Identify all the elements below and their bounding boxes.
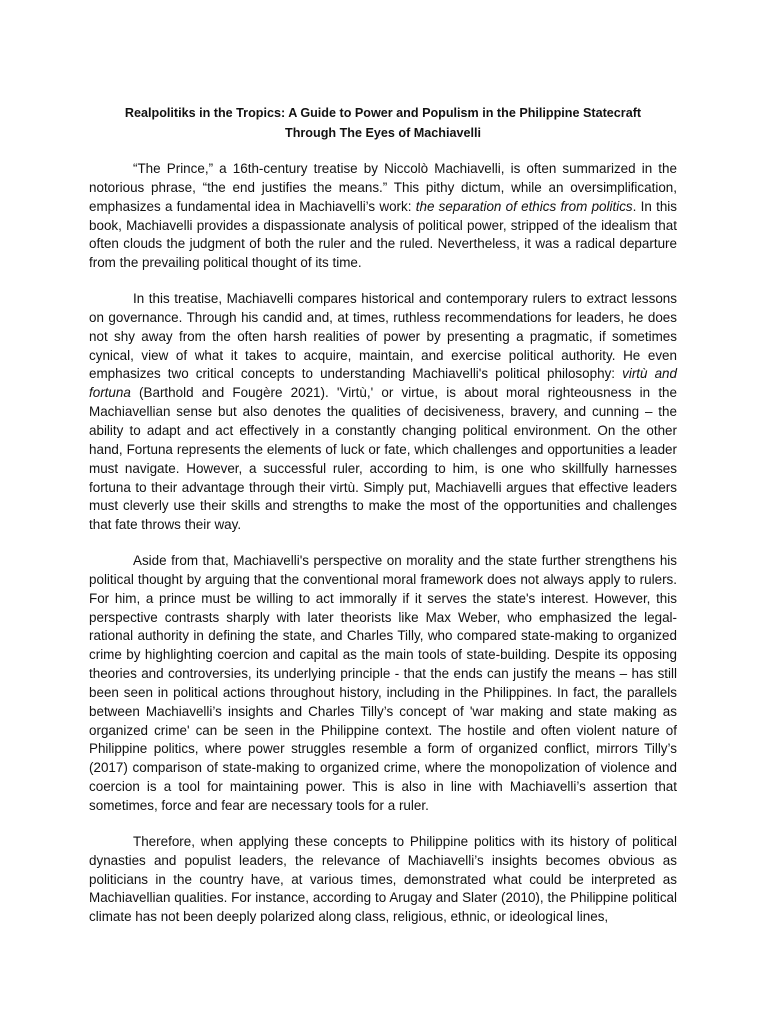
title-line-2: Through The Eyes of Machiavelli — [285, 125, 481, 140]
paragraph-2-emphasis: virtù and fortuna — [89, 366, 677, 401]
document-page — [89, 104, 677, 944]
paragraph-1 — [89, 160, 677, 273]
paragraph-1-text-a: “The Prince,” a 16th-century treatise by Niccolò Machiavelli, is often summarized in the notorious phrase, “the end justifies the means.” This pithy dictum, while an oversimplification, emphasizes a fundamental idea in Machiavelli’s work: — [89, 161, 677, 214]
paragraph-1-emphasis: the separation of ethics from politics — [415, 198, 633, 214]
paragraph-3 — [89, 552, 677, 816]
paragraph-2-text-b: (Barthold and Fougère 2021). 'Virtù,' or virtue, is about moral righteousness in the Machiavellian sense but also denotes the qualities of decisiveness, bravery, and cunning – the ability to adapt and act effectively in a constantly changing political environment. On the other hand, Fortuna represents the elements of luck or fate, which challenges and opportunities a leader must navigate. However, a successful ruler, according to him, is one who skillfully harnesses fortuna to their advantage through their virtù. Simply put, Machiavelli argues that effective leaders must cleverly use their skills and strengths to make the most of the opportunities and challenges that fate throws their way. — [89, 385, 677, 533]
paragraph-2-text-a: In this treatise, Machiavelli compares historical and contemporary rulers to extract lessons on governance. Through his candid and, at times, ruthless recommendations for leaders, he does not shy away from the often harsh realities of power by presenting a pragmatic, if sometimes cynical, view of what it takes to acquire, maintain, and exercise political authority. He even emphasizes two critical concepts to understanding Machiavelli's political philosophy: — [89, 291, 677, 382]
paragraph-3-text: Aside from that, Machiavelli's perspective on morality and the state further strengthens his political thought by arguing that the conventional moral framework does not always apply to rulers. For him, a prince must be willing to act immorally if it serves the state's interest. However, this perspective contrasts sharply with later theorists like Max Weber, who emphasized the legal-rational authority in defining the state, and Charles Tilly, who compared state-making to organized crime by highlighting coercion and capital as the main tools of state-building. Despite its opposing theories and controversies, its underlying principle - that the ends can justify the means – has still been seen in political actions throughout history, including in the Philippines. In fact, the parallels between Machiavelli’s insights and Charles Tilly’s concept of 'war making and state making as organized crime' can be seen in the Philippine context. The hostile and often violent nature of Philippine politics, where power struggles resemble a form of organized conflict, mirrors Tilly’s (2017) comparison of state-making to organized crime, where the monopolization of violence and coercion is a tool for maintaining power. This is also in line with Machiavelli’s assertion that sometimes, force and fear are necessary tools for a ruler. — [89, 553, 677, 813]
paragraph-1-text-b: . In this book, Machiavelli provides a dispassionate analysis of political power, stripped of the idealism that often clouds the judgment of both the ruler and the ruled. Nevertheless, it was a radical departure from the prevailing political thought of its time. — [89, 198, 677, 271]
paragraph-4 — [89, 833, 677, 927]
title-line-1: Realpolitiks in the Tropics: A Guide to Power and Populism in the Philippine Statecraft — [124, 106, 642, 120]
document-title — [89, 104, 677, 143]
paragraph-4-text: Therefore, when applying these concepts to Philippine politics with its history of political dynasties and populist leaders, the relevance of Machiavelli’s insights becomes obvious as politicians in the country have, at various times, demonstrated what could be interpreted as Machiavellian qualities. For instance, according to Arugay and Slater (2010), the Philippine political climate has not been deeply polarized along class, religious, ethnic, or ideological lines, — [89, 833, 677, 925]
paragraph-2 — [89, 290, 677, 535]
